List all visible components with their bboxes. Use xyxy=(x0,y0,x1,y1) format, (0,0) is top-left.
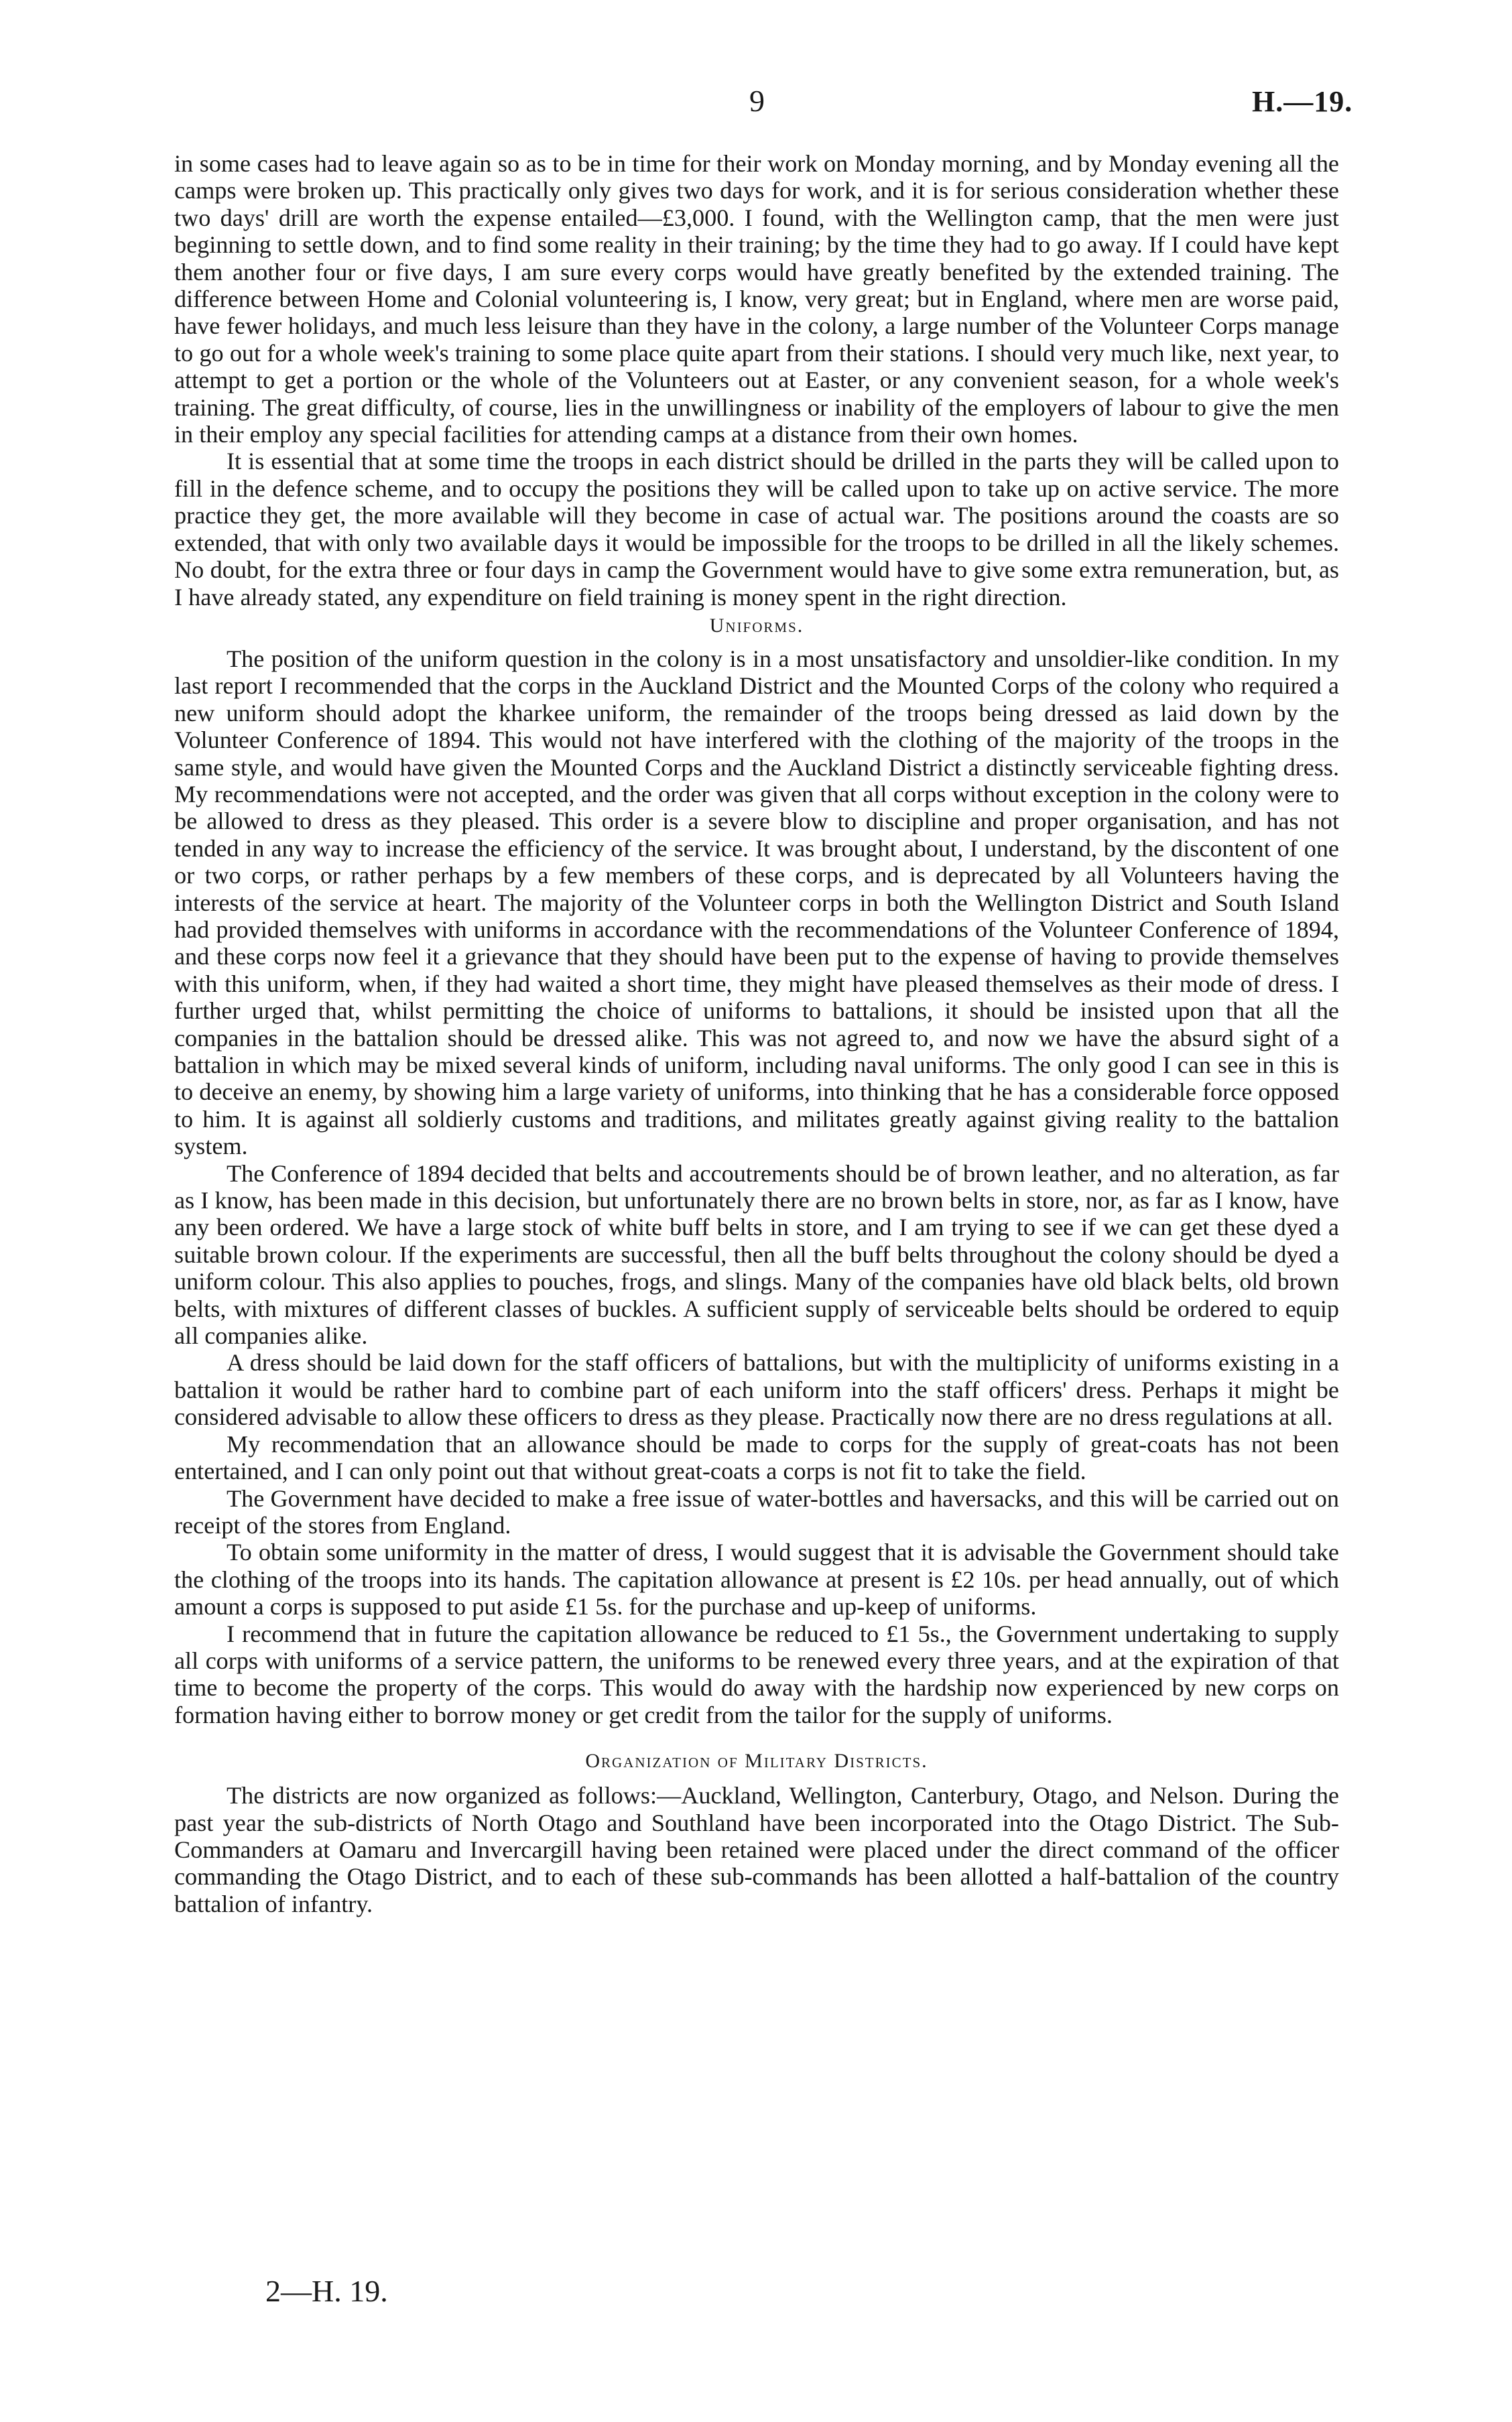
section-heading-uniforms: Uniforms. xyxy=(709,614,804,637)
paragraph-uniform-question: The position of the uniform question in the colony is in a most unsatisfactory and unsoldier-like condition. In my last report I recommended that the corps in the Auckland District and the Mounted Corps of the colony who required a new uniform should adopt the kharkee uniform, the remainder of the troops being dressed as laid down by the Volunteer Conference of 1894. This would not have interfered with the clothing of the majority of the troops in the same style, and would have given the Mounted Corps and the Auckland District a distinctly serviceable fighting dress. My recommendations were not accepted, and the order was given that all corps without exception in the colony were to be allowed to dress as they pleased. This order is a severe blow to discipline and proper organisation, and has not tended in any way to increase the efficiency of the service. It was brought about, I understand, by the discontent of one or two corps, or rather perhaps by a few members of these corps, and is deprecated by all Volunteers having the interests of the service at heart. The majority of the Volunteer corps in both the Wellington District and South Island had provided themselves with uniforms in accordance with the recommendations of the Volunteer Conference of 1894, and these corps now feel it a grievance that they should have been put to the expense of having to provide themselves with this uniform, when, if they had waited a short time, they might have pleased themselves as their mode of dress. I further urged that, whilst permitting the choice of uniforms to battalions, it should be insisted upon that all the companies in the battalion should be dressed alike. This was not agreed to, and now we have the absurd sight of a battalion in which may be mixed several kinds of uniform, including naval uniforms. The only good I can see in this is to deceive an enemy, by showing him a large variety of uniforms, into thinking that he has a considerable force opposed to him. It is against all soldierly customs and traditions, and militates greatly against giving reality to the battalion system. xyxy=(174,645,1339,1160)
page-number: 9 xyxy=(749,84,765,118)
paragraph-belts: The Conference of 1894 decided that belts and accoutrements should be of brown leather, and no alteration, as far as I know, has been made in this decision, but unfortunately there are no brown belts in store, nor, as far as I know, have any been ordered. We have a large stock of white buff belts in store, and I am trying to see if we can get these dyed a suitable brown colour. If the experiments are successful, then all the buff belts throughout the colony should be dyed a uniform colour. This also applies to pouches, frogs, and slings. Many of the companies have old black belts, old brown belts, with mixtures of different classes of buckles. A sufficient supply of serviceable belts should be ordered to equip all companies alike. xyxy=(174,1159,1339,1350)
paragraph-uniformity: To obtain some uniformity in the matter of dress, I would suggest that it is advisable the Government should take the clothing of the troops into its hands. The capitation allowance at present is £2 10s. per head annually, out of which amount a corps is supposed to put aside £1 5s. for the purchase and up-keep of uniforms. xyxy=(174,1539,1339,1620)
paragraph-water-bottles: The Government have decided to make a free issue of water-bottles and haversacks, and this will be carried out on receipt of the stores from England. xyxy=(174,1484,1339,1539)
section-heading-districts: Organization of Military Districts. xyxy=(585,1750,928,1773)
paragraph-staff-dress: A dress should be laid down for the staff officers of battalions, but with the multiplicity of uniforms existing in a battalion it would be rather hard to combine part of each uniform into the staff officers' dress. Perhaps it might be considered advisable to allow these officers to dress as they please. Practically now there are no dress regulations at all. xyxy=(174,1349,1339,1431)
signature-mark: 2—H. 19. xyxy=(265,2274,388,2308)
report-code: H.—19. xyxy=(1252,85,1353,118)
paragraph-defence-scheme: It is essential that at some time the troops in each district should be drilled in the parts they will be called upon to fill in the defence scheme, and to occupy the positions they will be called upon to take up on active service. The more practice they get, the more available will they become in case of actual war. The positions around the coasts are so extended, that with only two available days it would be impossible for the troops to be drilled in all the likely schemes. No doubt, for the extra three or four days in camp the Government would have to give some extra remuneration, but, as I have already stated, any expenditure on field training is money spent in the right direction. xyxy=(174,448,1339,611)
paragraph-great-coats: My recommendation that an allowance should be made to corps for the supply of great-coats has not been entertained, and I can only point out that without great-coats a corps is not fit to take the field. xyxy=(174,1430,1339,1485)
paragraph-districts: The districts are now organized as follows:—Auckland, Wellington, Canterbury, Otago, and Nelson. During the past year the sub-districts of North Otago and Southland have been incorporated into the Otago District. The Sub-Commanders at Oamaru and Invercargill having been retained were placed under the direct command of the officer commanding the Otago District, and to each of these sub-commands has been allotted a half-battalion of the country battalion of infantry. xyxy=(174,1782,1339,1917)
paragraph-continued: in some cases had to leave again so as to be in time for their work on Monday morning, and by Monday evening all the camps were broken up. This practically only gives two days for work, and it is for serious consideration whether these two days' drill are worth the expense entailed—£3,000. I found, with the Wellington camp, that the men were just beginning to settle down, and to find some reality in their training; by the time they had to go away. If I could have kept them another four or five days, I am sure every corps would have greatly benefited by the extended training. The difference between Home and Colonial volunteering is, I know, very great; but in England, where men are worse paid, have fewer holidays, and much less leisure than they have in the colony, a large number of the Volunteer Corps manage to go out for a whole week's training to some place quite apart from their stations. I should very much like, next year, to attempt to get a portion or the whole of the Volunteers out at Easter, or any convenient season, for a whole week's training. The great difficulty, of course, lies in the unwillingness or inability of the employers of labour to give the men in their employ any special facilities for attending camps at a distance from their own homes. xyxy=(174,150,1339,448)
paragraph-capitation: I recommend that in future the capitation allowance be reduced to £1 5s., the Government undertaking to supply all corps with uniforms of a service pattern, the uniforms to be renewed every three years, and at the expiration of that time to become the property of the corps. This would do away with the hardship now experienced by new corps on formation having either to borrow money or get credit from the tailor for the supply of uniforms. xyxy=(174,1620,1339,1728)
body-text xyxy=(174,150,1339,1917)
